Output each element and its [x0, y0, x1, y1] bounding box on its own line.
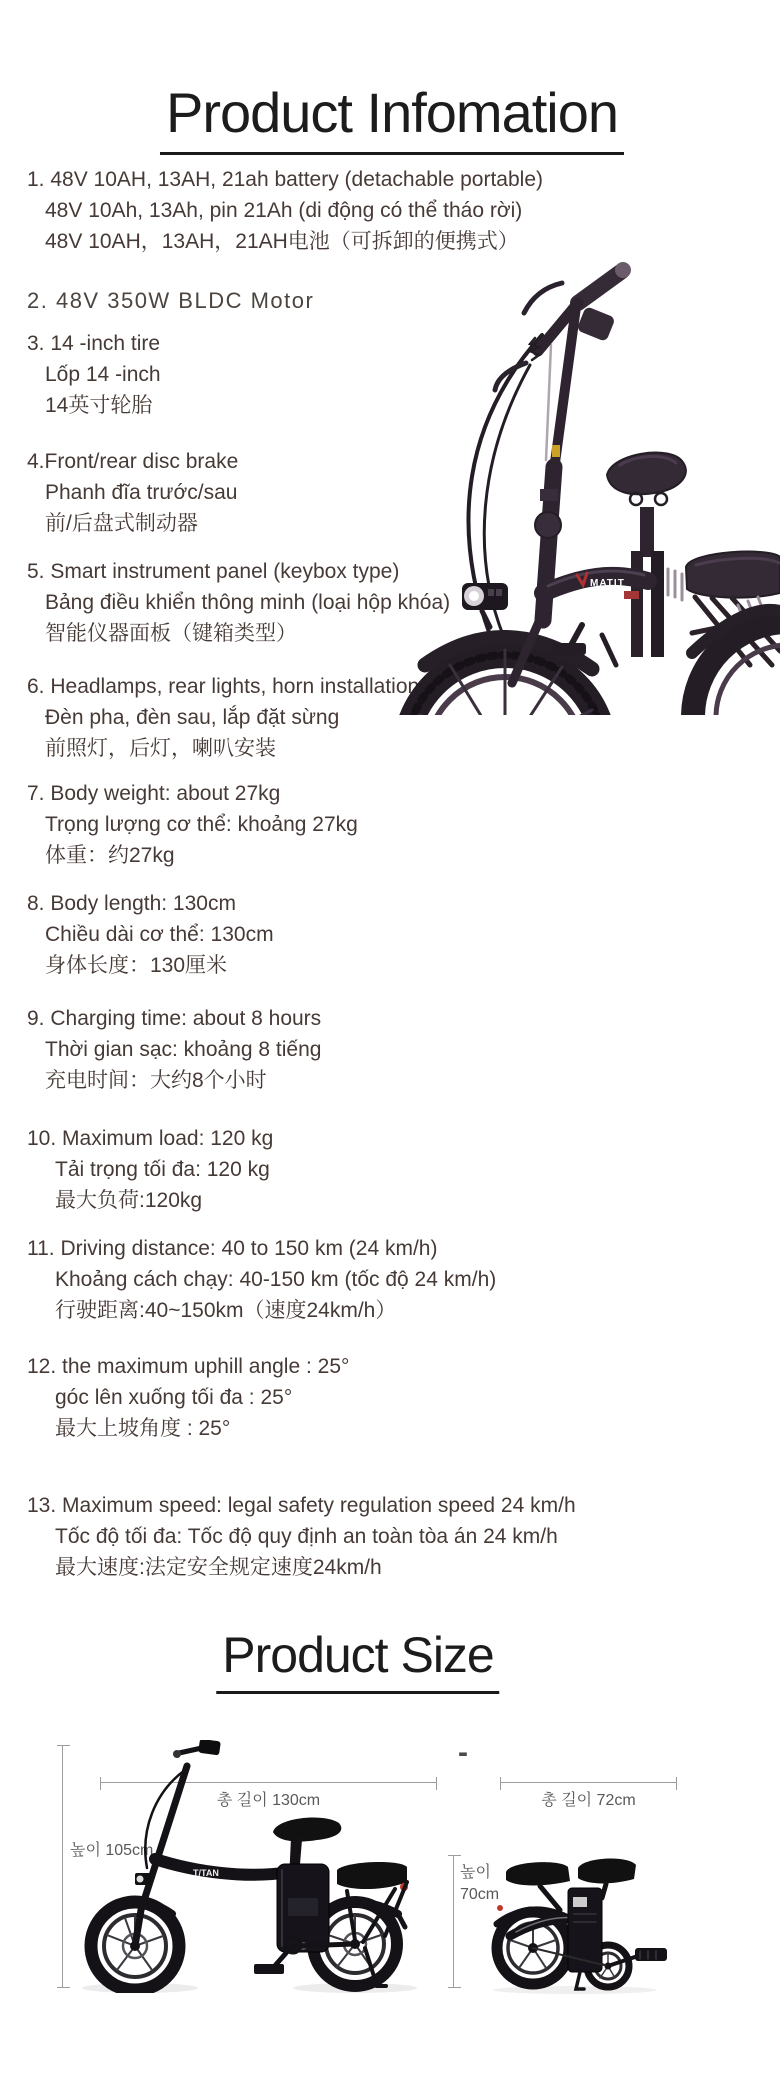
page-title-product-size: Product Size [216, 1626, 499, 1694]
length-dimension-line-folded [500, 1782, 677, 1783]
spec-line-zh: 前照灯，后灯，喇叭安装 [45, 737, 276, 760]
spec-item-12 [27, 1351, 647, 1444]
spec-item-9 [27, 1003, 647, 1096]
spec-line-zh: 智能仪器面板（键箱类型） [45, 622, 297, 645]
spec-item-8 [27, 888, 647, 981]
spec-line-en: 7. Body weight: about 27kg [27, 782, 281, 805]
spec-item-10 [27, 1123, 647, 1216]
spec-line-en: 12. the maximum uphill angle : 25° [27, 1355, 350, 1378]
spec-item-7 [27, 778, 647, 871]
chainstay [295, 1944, 355, 1946]
spec-line-en: 4.Front/rear disc brake [27, 450, 239, 473]
headlight [462, 583, 508, 627]
saddle [607, 453, 686, 505]
spec-line-en: 5. Smart instrument panel (keybox type) [27, 560, 400, 583]
separator-dash: - [458, 1736, 468, 1769]
spec-line-vi: Đèn pha, đèn sau, lắp đặt sừng [45, 706, 340, 729]
spec-line-en: 2. 48V 350W BLDC Motor [27, 288, 315, 313]
spec-line-vi: Khoảng cách chạy: 40-150 km (tốc độ 24 km/h) [55, 1268, 497, 1291]
product-photo-ebike [330, 195, 780, 715]
brake-lever-right [524, 283, 562, 313]
spec-item-11 [27, 1233, 647, 1326]
pedal [552, 643, 586, 655]
spec-line-vi: Trọng lượng cơ thể: khoảng 27kg [45, 813, 358, 836]
spec-line-zh: 最大速度:法定安全规定速度24km/h [55, 1556, 382, 1579]
spec-item-13 [27, 1490, 647, 1583]
spec-line-zh: 身体长度：130厘米 [45, 954, 228, 977]
spec-line-en: 11. Driving distance: 40 to 150 km (24 km/h) [27, 1237, 438, 1260]
spec-line-vi: Thời gian sạc: khoảng 8 tiếng [45, 1038, 322, 1061]
spec-line-zh: 充电时间：大约8个小时 [45, 1069, 267, 1092]
rear-cushion-seat [686, 552, 780, 598]
spec-line-vi: góc lên xuống tối đa : 25° [55, 1386, 293, 1409]
spec-line-vi: Tốc độ tối đa: Tốc độ quy định an toàn tòa án 24 km/h [55, 1525, 558, 1548]
spec-line-vi: Tải trọng tối đa: 120 kg [55, 1158, 270, 1181]
spec-line-vi: Chiều dài cơ thể: 130cm [45, 923, 274, 946]
folding-clamp [540, 489, 558, 501]
main-frame-tube [155, 1859, 289, 1875]
battery-box [568, 1888, 602, 1972]
spec-line-en: 3. 14 -inch tire [27, 332, 161, 355]
spec-line-zh: 48V 10AH，13AH，21AH电池（可拆卸的便携式） [45, 230, 519, 253]
seat-post [640, 507, 654, 557]
spec-line-en: 10. Maximum load: 120 kg [27, 1127, 274, 1150]
spec-line-en: 8. Body length: 130cm [27, 892, 236, 915]
folded-seat-right [578, 1859, 636, 1884]
spec-line-en: 9. Charging time: about 8 hours [27, 1007, 322, 1030]
spec-line-zh: 体重：约27kg [45, 844, 175, 867]
handlebar-right-grip [578, 271, 622, 303]
yellow-sticker [552, 445, 560, 457]
spec-line-en: 6. Headlamps, rear lights, horn installation [27, 675, 420, 698]
spec-line-vi: Lốp 14 -inch [45, 363, 161, 386]
grip [173, 1750, 181, 1758]
rear-cushion-seat [337, 1862, 407, 1889]
spec-line-en: 13. Maximum speed: legal safety regulation speed 24 km/h [27, 1494, 576, 1517]
size-photo-bike-folded [480, 1850, 690, 1995]
length-label-folded: 총 길이 72cm [541, 1792, 636, 1809]
frame-logo-text: MATIT [590, 578, 625, 589]
spec-line-zh: 14英寸轮胎 [45, 394, 153, 417]
spec-line-zh: 行驶距离:40~150km（速度24km/h） [55, 1299, 397, 1322]
height-label-folded-line1: 높이 [460, 1864, 491, 1881]
spec-line-en: 1. 48V 10AH, 13AH, 21ah battery (detachable portable) [27, 168, 543, 191]
folded-seat-left [506, 1862, 570, 1885]
height-dimension-line-folded [453, 1855, 454, 1988]
reflector [497, 1905, 503, 1911]
spec-line-vi: Bảng điều khiển thông minh (loại hộp khóa) [45, 591, 451, 614]
kickstand [602, 635, 616, 665]
saddle [273, 1817, 341, 1841]
spec-line-vi: Phanh đĩa trước/sau [45, 481, 238, 504]
pedal [254, 1964, 284, 1974]
height-label-unfolded: 높이 105cm [70, 1842, 154, 1859]
display-mount [198, 1740, 221, 1755]
size-photo-bike-unfolded [55, 1740, 450, 1993]
spec-line-zh: 最大上坡角度 : 25° [55, 1417, 231, 1440]
battery-box [277, 1864, 329, 1952]
spec-line-vi: 48V 10Ah, 13Ah, pin 21Ah (di động có thể tháo rời) [45, 199, 523, 222]
crank [608, 1956, 638, 1966]
battery-column [631, 551, 682, 657]
spec-line-zh: 最大负荷:120kg [55, 1189, 203, 1212]
page-title-product-information: Product Infomation [160, 80, 624, 155]
throttle-unit [576, 306, 615, 342]
length-label-unfolded: 총 길이 130cm [216, 1792, 321, 1809]
frame-logo-text: T/TAN [193, 1868, 219, 1878]
height-label-folded-line2: 70cm [460, 1886, 500, 1903]
spec-line-zh: 前/后盘式制动器 [45, 512, 198, 535]
